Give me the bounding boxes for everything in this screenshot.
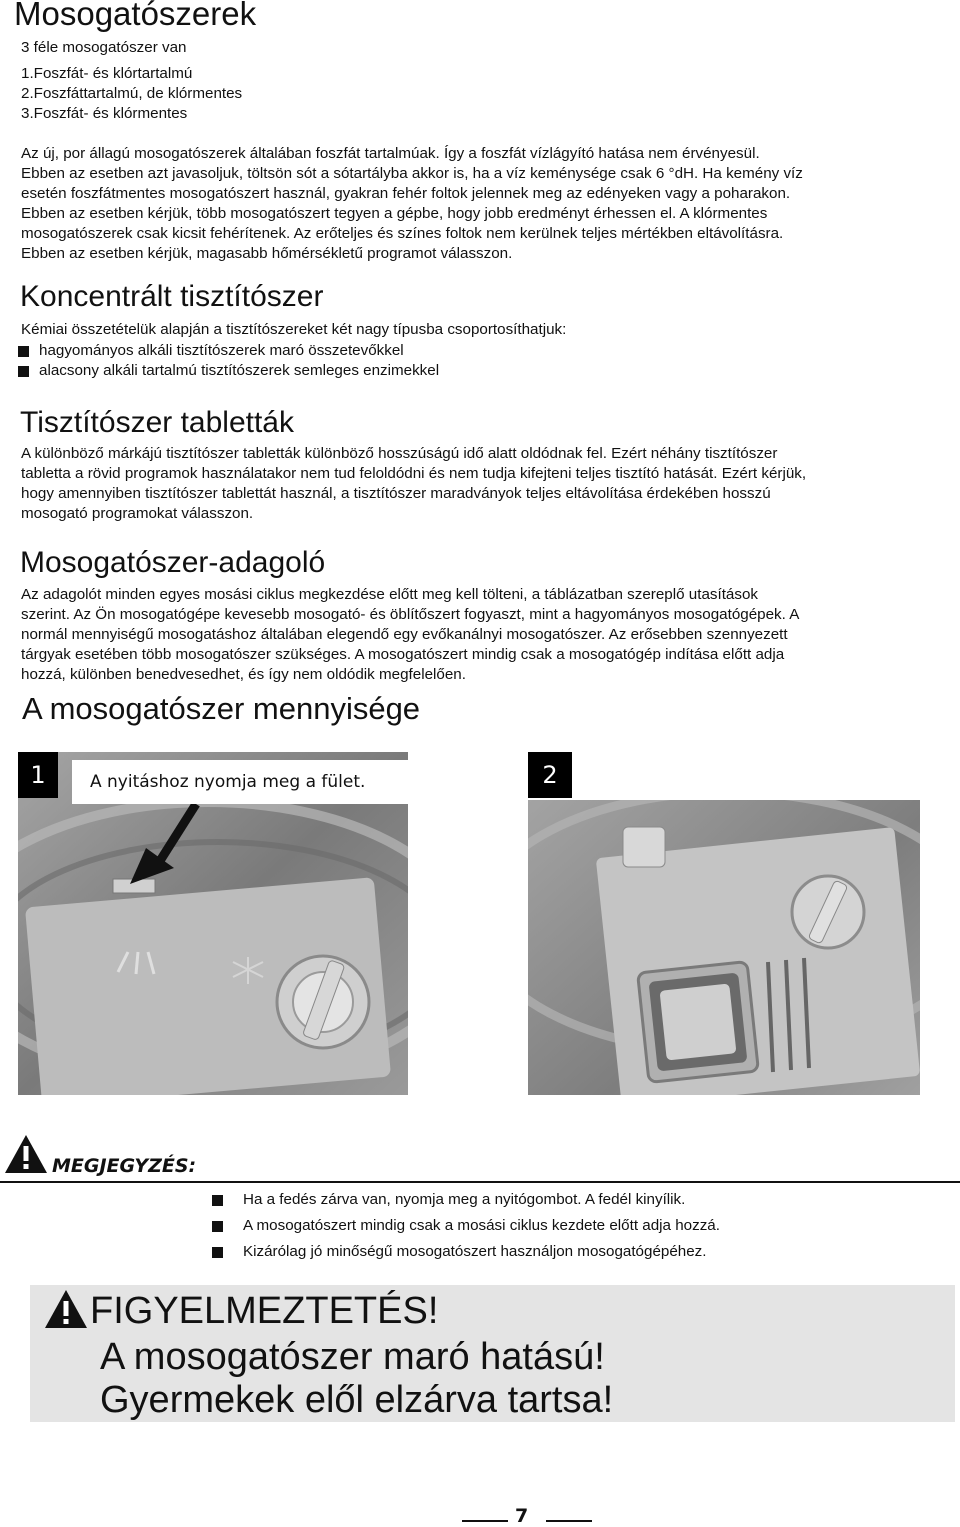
footer-rule-right [546,1520,592,1522]
detergent-intro: 3 féle mosogatószer van [21,39,187,56]
bullet-icon [212,1247,223,1258]
dispenser-paragraph [21,585,799,685]
bullet-icon [18,366,29,377]
concentrated-bullets [18,341,439,381]
paragraph-line: Ebben az esetben kérjük, magasabb hőmérsékletű programot válasszon. [21,245,513,262]
page-number: 7 [515,1505,529,1527]
warning-line: Gyermekek elől elzárva tartsa! [100,1379,614,1421]
paragraph-line: Az adagolót minden egyes mosási ciklus megkezdése előtt meg kell tölteni, a táblázatban szereplő utasítások [21,586,759,603]
figure-caption-box [72,760,408,804]
dispenser-open-illustration [528,752,920,1095]
paragraph-line: Ebben az esetben azt javasoljuk, töltsön sót a sótartályba akkor is, ha a víz keménysége csak 6 °dH. Ha kemény víz [21,165,803,182]
list-item: 3.Foszfát- és klórmentes [21,105,188,122]
paragraph-line: esetén foszfátmentes mosogatószert használ, gyakran fehér foltok jelennek meg az edényeken vagy a poharakon. [21,185,791,202]
figure-number-badge: 2 [528,752,572,798]
warning-box [30,1285,955,1422]
list-item: hagyományos alkáli tisztítószerek maró összetevőkkel [18,341,439,361]
warning-line: A mosogatószer maró hatású! [100,1336,605,1378]
footer-rule-left [462,1520,508,1522]
bullet-icon [18,346,29,357]
note-bullets [212,1187,720,1265]
list-item: A mosogatószert mindig csak a mosási ciklus kezdete előtt adja hozzá. [212,1213,720,1239]
figure-number-badge: 1 [18,752,58,798]
warning-triangle-icon [44,1289,88,1329]
paragraph-line: mosogatószerek csak kicsit fehérítenek. Az erőteljes és színes foltok nem kerülnek teljes mértékben eltávolításra. [21,225,784,242]
paragraph-line: Az új, por állagú mosogatószerek általában foszfát tartalmúak. Így a foszfát vízlágyító hatása nem érvényesül. [21,145,760,162]
bullet-icon [212,1195,223,1206]
list-item: 1.Foszfát- és klórtartalmú [21,65,193,82]
concentrated-intro: Kémiai összetételük alapján a tisztítószereket két nagy típusba csoportosíthatjuk: [21,321,567,338]
detergent-paragraph [21,144,803,264]
list-item: Ha a fedés zárva van, nyomja meg a nyitógombot. A fedél kinyílik. [212,1187,720,1213]
divider [0,1181,960,1183]
paragraph-line: Ebben az esetben kérjük, több mosogatószert tegyen a gépbe, hogy jobb eredményt érhessen el. A klórmentes [21,205,768,222]
list-item: 2.Foszfáttartalmú, de klórmentes [21,85,243,102]
paragraph-line: tárgyak esetében több mosogatószer szükséges. A mosogatószert mindig csak a mosogatógép indítása előtt adja [21,646,785,663]
paragraph-line: normál mennyiségű mosogatáshoz általában elegendő egy evőkanálnyi mosogatószer. Az erősebben szennyezett [21,626,788,643]
section-title-tablets: Tisztítószer tabletták [20,406,294,439]
tablets-paragraph [21,444,806,524]
list-item: alacsony alkáli tartalmú tisztítószerek semleges enzimekkel [18,361,439,381]
detergent-type-list [21,64,242,124]
section-title-concentrated: Koncentrált tisztítószer [20,280,324,313]
section-title-detergents: Mosogatószerek [14,0,257,32]
figure-caption: A nyitáshoz nyomja meg a fület. [90,772,366,792]
list-item: Kizárólag jó minőségű mosogatószert használjon mosogatógépéhez. [212,1239,720,1265]
paragraph-line: A különböző márkájú tisztítószer tabletták különböző hosszúságú idő alatt oldódnak fel. Ezért néhány tisztítószer [21,445,778,462]
paragraph-line: tabletta a rövid programok használatakor nem tud feloldódni és nem tudja kifejteni teljes tisztító hatását. Ezért kérjük, [21,465,807,482]
paragraph-line: hogy amennyiben tisztítószer tablettát használ, a tisztítószer maradványok teljes eltávolítása érdekében hosszú [21,485,771,502]
note-title: MEGJEGYZÉS: [52,1155,197,1177]
section-title-amount: A mosogatószer mennyisége [22,691,421,726]
paragraph-line: mosogató programokat válasszon. [21,505,254,522]
warning-title: FIGYELMEZTETÉS! [90,1290,439,1332]
paragraph-line: hozzá, különben benedvesedhet, és így nem oldódik megfelelően. [21,666,466,683]
paragraph-line: szerint. Az Ön mosogatógépe kevesebb mosogató- és öblítőszert fogyaszt, mint a hagyományos mosogatógépek. A [21,606,800,623]
warning-triangle-icon [4,1134,48,1174]
dispenser-photo-open [528,752,920,1095]
figure-header-strip [528,752,920,800]
section-title-dispenser: Mosogatószer-adagoló [20,546,326,579]
bullet-icon [212,1221,223,1232]
